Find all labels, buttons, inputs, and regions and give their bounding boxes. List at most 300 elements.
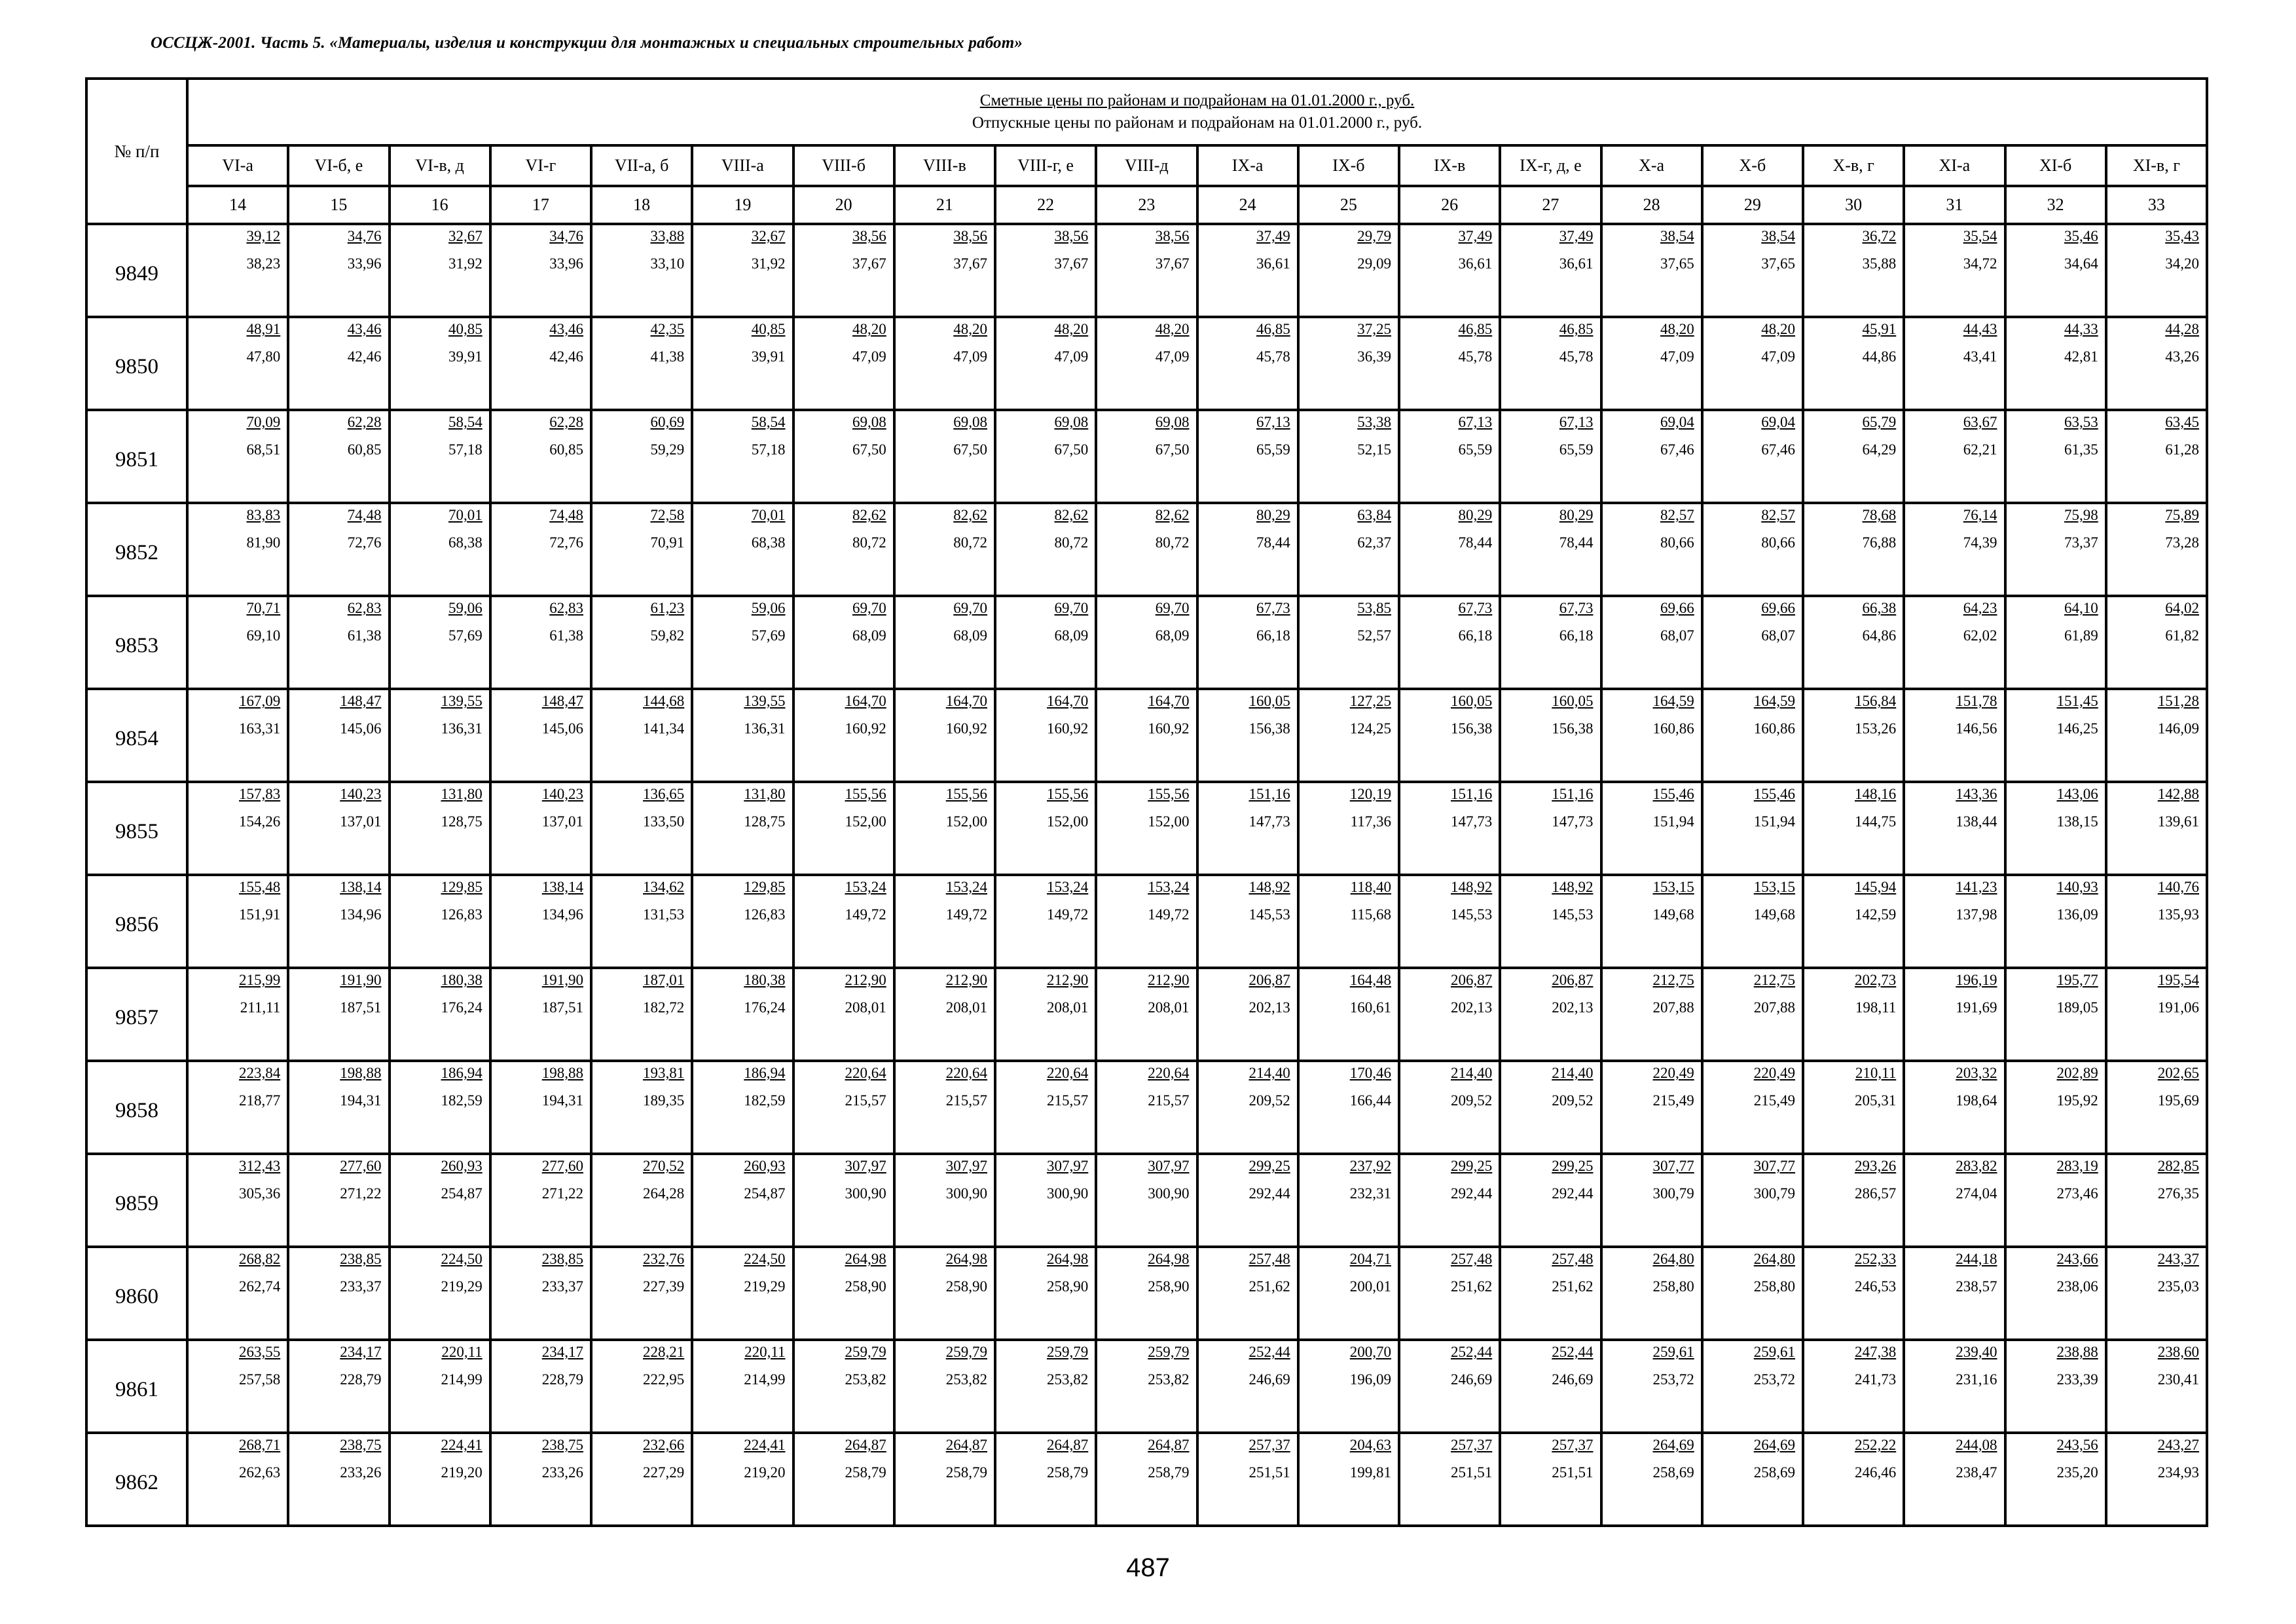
- release-price: 34,20: [2165, 255, 2199, 272]
- price-cell: [288, 224, 389, 317]
- estimated-price: 129,85: [441, 879, 483, 895]
- price-cell: [390, 1433, 490, 1526]
- release-price: 257,58: [239, 1371, 281, 1388]
- price-cell: [2005, 596, 2106, 689]
- release-price: 231,16: [1956, 1371, 1997, 1388]
- price-cell: [591, 317, 692, 410]
- price-cell: [793, 1340, 894, 1433]
- price-cell: [692, 1340, 793, 1433]
- release-price: 187,51: [340, 999, 382, 1016]
- release-price: 34,64: [2064, 255, 2098, 272]
- price-cell: [591, 1061, 692, 1154]
- estimated-price: 67,13: [1559, 414, 1594, 430]
- estimated-price: 43,46: [347, 321, 382, 337]
- estimated-price: 131,80: [744, 786, 786, 802]
- district-header: IX-г, д, е: [1500, 145, 1601, 186]
- price-cell: [2005, 1154, 2106, 1247]
- release-price: 160,92: [1148, 720, 1190, 737]
- estimated-price: 148,16: [1855, 786, 1897, 802]
- price-cell: [1702, 968, 1803, 1061]
- release-price: 232,31: [1349, 1185, 1391, 1202]
- release-price: 67,50: [852, 441, 886, 458]
- price-table: [85, 77, 2208, 1527]
- release-price: 59,82: [650, 627, 685, 644]
- estimated-price: 259,79: [945, 1344, 987, 1360]
- estimated-price: 148,92: [1552, 879, 1594, 895]
- price-cell: [1803, 1433, 1904, 1526]
- release-price: 31,92: [751, 255, 786, 272]
- price-cell: [995, 1433, 1096, 1526]
- estimated-price: 153,24: [945, 879, 987, 895]
- price-cell: [2106, 1433, 2207, 1526]
- release-price: 62,37: [1357, 534, 1391, 551]
- release-price: 219,20: [441, 1464, 483, 1481]
- estimated-price: 69,70: [953, 600, 987, 616]
- release-price: 209,52: [1248, 1092, 1290, 1109]
- running-head: ОССЦЖ-2001. Часть 5. «Материалы, изделия и конструкции для монтажных и специальных строительных работ»: [151, 34, 1023, 52]
- release-price: 39,91: [751, 348, 786, 365]
- release-price: 137,01: [541, 813, 583, 830]
- release-price: 222,95: [643, 1371, 685, 1388]
- release-price: 74,39: [1963, 534, 1997, 551]
- release-price: 68,38: [751, 534, 786, 551]
- price-cell: [1399, 1247, 1500, 1340]
- price-cell: [1803, 596, 1904, 689]
- release-price: 254,87: [744, 1185, 786, 1202]
- release-price: 61,89: [2064, 627, 2098, 644]
- release-price: 209,52: [1451, 1092, 1493, 1109]
- estimated-price: 164,70: [1047, 693, 1089, 709]
- estimated-price: 299,25: [1552, 1158, 1594, 1174]
- estimated-price: 212,90: [1047, 972, 1089, 988]
- release-price: 258,69: [1753, 1464, 1795, 1481]
- district-header: XI-б: [2005, 145, 2106, 186]
- item-number: 9851: [86, 410, 187, 503]
- price-cell: [1601, 410, 1702, 503]
- column-number: 25: [1298, 186, 1399, 224]
- caption-release-prices: Отпускные цены по районам и подрайонам на 01.01.2000 г., руб.: [972, 114, 1423, 132]
- price-cell: [1399, 410, 1500, 503]
- price-cell: [591, 410, 692, 503]
- table-caption: [187, 79, 2207, 145]
- estimated-price: 62,83: [549, 600, 583, 616]
- price-cell: [1702, 875, 1803, 968]
- estimated-price: 38,56: [1155, 228, 1190, 244]
- price-cell: [692, 968, 793, 1061]
- estimated-price: 63,84: [1357, 507, 1391, 523]
- estimated-price: 37,25: [1357, 321, 1391, 337]
- price-cell: [1096, 1433, 1197, 1526]
- price-cell: [591, 224, 692, 317]
- release-price: 117,36: [1350, 813, 1391, 830]
- price-cell: [1601, 596, 1702, 689]
- item-number: 9850: [86, 317, 187, 410]
- column-number: 20: [793, 186, 894, 224]
- estimated-price: 151,16: [1248, 786, 1290, 802]
- release-price: 57,18: [448, 441, 483, 458]
- release-price: 42,46: [347, 348, 382, 365]
- price-cell: [1803, 1154, 1904, 1247]
- release-price: 68,09: [1155, 627, 1190, 644]
- estimated-price: 151,16: [1552, 786, 1594, 802]
- estimated-price: 38,56: [852, 228, 886, 244]
- release-price: 36,61: [1458, 255, 1493, 272]
- estimated-price: 69,04: [1660, 414, 1694, 430]
- estimated-price: 80,29: [1458, 507, 1493, 523]
- release-price: 189,35: [643, 1092, 685, 1109]
- price-cell: [1601, 968, 1702, 1061]
- release-price: 215,49: [1753, 1092, 1795, 1109]
- price-cell: [1500, 410, 1601, 503]
- release-price: 274,04: [1956, 1185, 1997, 1202]
- release-price: 227,39: [643, 1278, 685, 1295]
- estimated-price: 232,76: [643, 1251, 685, 1267]
- price-cell: [1601, 224, 1702, 317]
- price-cell: [288, 875, 389, 968]
- estimated-price: 238,85: [340, 1251, 382, 1267]
- price-cell: [793, 596, 894, 689]
- price-cell: [2005, 224, 2106, 317]
- price-cell: [1096, 1340, 1197, 1433]
- district-header: X-в, г: [1803, 145, 1904, 186]
- price-cell: [1298, 1061, 1399, 1154]
- price-cell: [692, 689, 793, 782]
- release-price: 136,09: [2056, 906, 2098, 923]
- estimated-price: 220,64: [945, 1065, 987, 1081]
- price-cell: [1298, 224, 1399, 317]
- estimated-price: 204,71: [1349, 1251, 1391, 1267]
- release-price: 65,59: [1559, 441, 1594, 458]
- release-price: 235,03: [2157, 1278, 2199, 1295]
- release-price: 292,44: [1552, 1185, 1594, 1202]
- price-cell: [2005, 782, 2106, 875]
- release-price: 145,53: [1248, 906, 1290, 923]
- estimated-price: 212,90: [1148, 972, 1190, 988]
- release-price: 147,73: [1552, 813, 1594, 830]
- release-price: 227,29: [643, 1464, 685, 1481]
- release-price: 246,53: [1855, 1278, 1897, 1295]
- estimated-price: 37,49: [1458, 228, 1493, 244]
- price-cell: [1197, 875, 1298, 968]
- column-number: 22: [995, 186, 1096, 224]
- estimated-price: 148,47: [340, 693, 382, 709]
- estimated-price: 214,40: [1248, 1065, 1290, 1081]
- estimated-price: 82,57: [1761, 507, 1795, 523]
- price-cell: [2005, 1247, 2106, 1340]
- estimated-price: 66,38: [1862, 600, 1897, 616]
- estimated-price: 202,73: [1855, 972, 1897, 988]
- release-price: 146,56: [1956, 720, 1997, 737]
- estimated-price: 238,88: [2056, 1344, 2098, 1360]
- estimated-price: 206,87: [1248, 972, 1290, 988]
- table-row: [86, 317, 2207, 410]
- estimated-price: 164,70: [1148, 693, 1190, 709]
- estimated-price: 48,20: [953, 321, 987, 337]
- estimated-price: 260,93: [744, 1158, 786, 1174]
- district-header-row: [86, 145, 2207, 186]
- estimated-price: 193,81: [643, 1065, 685, 1081]
- price-cell: [1601, 689, 1702, 782]
- column-number-row: [86, 186, 2207, 224]
- release-price: 45,78: [1458, 348, 1493, 365]
- release-price: 68,09: [953, 627, 987, 644]
- estimated-price: 232,66: [643, 1437, 685, 1453]
- release-price: 78,44: [1458, 534, 1493, 551]
- price-cell: [2106, 875, 2207, 968]
- price-cell: [1197, 1061, 1298, 1154]
- estimated-price: 38,54: [1761, 228, 1795, 244]
- price-cell: [490, 410, 591, 503]
- release-price: 149,68: [1753, 906, 1795, 923]
- estimated-price: 220,64: [1047, 1065, 1089, 1081]
- release-price: 146,25: [2056, 720, 2098, 737]
- release-price: 47,09: [1761, 348, 1795, 365]
- price-cell: [2106, 1061, 2207, 1154]
- release-price: 65,59: [1256, 441, 1290, 458]
- estimated-price: 138,14: [541, 879, 583, 895]
- release-price: 251,62: [1248, 1278, 1290, 1295]
- release-price: 66,18: [1458, 627, 1493, 644]
- release-price: 60,85: [347, 441, 382, 458]
- table-row: [86, 689, 2207, 782]
- price-cell: [591, 1433, 692, 1526]
- estimated-price: 206,87: [1451, 972, 1493, 988]
- price-cell: [995, 689, 1096, 782]
- estimated-price: 167,09: [239, 693, 281, 709]
- release-price: 246,69: [1451, 1371, 1493, 1388]
- price-cell: [1500, 317, 1601, 410]
- release-price: 80,72: [1155, 534, 1190, 551]
- release-price: 76,88: [1862, 534, 1897, 551]
- price-cell: [692, 410, 793, 503]
- estimated-price: 120,19: [1349, 786, 1391, 802]
- release-price: 251,51: [1248, 1464, 1290, 1481]
- release-price: 208,01: [1148, 999, 1190, 1016]
- estimated-price: 139,55: [744, 693, 786, 709]
- price-cell: [2106, 317, 2207, 410]
- release-price: 142,59: [1855, 906, 1897, 923]
- estimated-price: 35,46: [2064, 228, 2098, 244]
- price-cell: [2106, 968, 2207, 1061]
- release-price: 305,36: [239, 1185, 281, 1202]
- estimated-price: 80,29: [1559, 507, 1594, 523]
- release-price: 36,61: [1559, 255, 1594, 272]
- price-cell: [995, 596, 1096, 689]
- price-cell: [1197, 317, 1298, 410]
- price-cell: [2106, 1247, 2207, 1340]
- estimated-price: 69,66: [1761, 600, 1795, 616]
- price-cell: [894, 596, 995, 689]
- release-price: 233,37: [340, 1278, 382, 1295]
- release-price: 246,46: [1855, 1464, 1897, 1481]
- release-price: 233,39: [2056, 1371, 2098, 1388]
- price-cell: [1904, 224, 2005, 317]
- estimated-price: 63,53: [2064, 414, 2098, 430]
- release-price: 72,76: [549, 534, 583, 551]
- release-price: 135,93: [2157, 906, 2199, 923]
- price-cell: [591, 503, 692, 596]
- release-price: 207,88: [1753, 999, 1795, 1016]
- price-cell: [187, 875, 288, 968]
- estimated-price: 82,62: [953, 507, 987, 523]
- price-cell: [288, 410, 389, 503]
- district-header: IX-в: [1399, 145, 1500, 186]
- column-number: 23: [1096, 186, 1197, 224]
- price-cell: [1298, 503, 1399, 596]
- release-price: 133,50: [643, 813, 685, 830]
- price-cell: [1904, 596, 2005, 689]
- price-cell: [1500, 596, 1601, 689]
- price-cell: [2106, 596, 2207, 689]
- release-price: 37,67: [852, 255, 886, 272]
- estimated-price: 143,06: [2056, 786, 2098, 802]
- price-cell: [793, 782, 894, 875]
- release-price: 233,37: [541, 1278, 583, 1295]
- estimated-price: 140,23: [541, 786, 583, 802]
- price-cell: [1702, 1340, 1803, 1433]
- price-cell: [2005, 1061, 2106, 1154]
- release-price: 258,90: [945, 1278, 987, 1295]
- release-price: 208,01: [1047, 999, 1089, 1016]
- release-price: 68,07: [1761, 627, 1795, 644]
- price-cell: [187, 596, 288, 689]
- release-price: 251,62: [1451, 1278, 1493, 1295]
- release-price: 43,41: [1963, 348, 1997, 365]
- price-cell: [692, 782, 793, 875]
- price-cell: [1197, 1154, 1298, 1247]
- column-number: 24: [1197, 186, 1298, 224]
- estimated-price: 239,40: [1956, 1344, 1997, 1360]
- release-price: 233,26: [340, 1464, 382, 1481]
- price-cell: [1601, 1247, 1702, 1340]
- price-cell: [390, 410, 490, 503]
- release-price: 156,38: [1248, 720, 1290, 737]
- price-cell: [894, 1061, 995, 1154]
- release-price: 151,94: [1753, 813, 1795, 830]
- release-price: 78,44: [1559, 534, 1594, 551]
- release-price: 67,50: [953, 441, 987, 458]
- price-cell: [1197, 596, 1298, 689]
- estimated-price: 259,79: [1047, 1344, 1089, 1360]
- price-cell: [288, 1061, 389, 1154]
- release-price: 189,05: [2056, 999, 2098, 1016]
- price-cell: [1904, 875, 2005, 968]
- release-price: 41,38: [650, 348, 685, 365]
- item-number: 9855: [86, 782, 187, 875]
- estimated-price: 58,54: [751, 414, 786, 430]
- price-cell: [793, 689, 894, 782]
- release-price: 73,37: [2064, 534, 2098, 551]
- release-price: 202,13: [1248, 999, 1290, 1016]
- estimated-price: 35,43: [2165, 228, 2199, 244]
- estimated-price: 214,40: [1451, 1065, 1493, 1081]
- estimated-price: 212,90: [945, 972, 987, 988]
- price-cell: [894, 1340, 995, 1433]
- estimated-price: 264,80: [1753, 1251, 1795, 1267]
- release-price: 271,22: [541, 1185, 583, 1202]
- price-cell: [995, 224, 1096, 317]
- price-cell: [490, 968, 591, 1061]
- estimated-price: 40,85: [751, 321, 786, 337]
- release-price: 218,77: [239, 1092, 281, 1109]
- estimated-price: 75,98: [2064, 507, 2098, 523]
- estimated-price: 155,56: [1047, 786, 1089, 802]
- price-cell: [1298, 1340, 1399, 1433]
- release-price: 66,18: [1256, 627, 1290, 644]
- price-cell: [288, 317, 389, 410]
- release-price: 80,72: [953, 534, 987, 551]
- release-price: 61,28: [2165, 441, 2199, 458]
- release-price: 78,44: [1256, 534, 1290, 551]
- price-cell: [1904, 1247, 2005, 1340]
- release-price: 238,06: [2056, 1278, 2098, 1295]
- estimated-price: 210,11: [1855, 1065, 1897, 1081]
- release-price: 67,46: [1660, 441, 1694, 458]
- release-price: 292,44: [1248, 1185, 1290, 1202]
- release-price: 68,38: [448, 534, 483, 551]
- release-price: 209,52: [1552, 1092, 1594, 1109]
- district-header: VIII-в: [894, 145, 995, 186]
- estimated-price: 67,73: [1256, 600, 1290, 616]
- price-cell: [1096, 503, 1197, 596]
- release-price: 65,59: [1458, 441, 1493, 458]
- estimated-price: 63,45: [2165, 414, 2199, 430]
- estimated-price: 264,80: [1652, 1251, 1694, 1267]
- release-price: 145,53: [1451, 906, 1493, 923]
- estimated-price: 38,54: [1660, 228, 1694, 244]
- estimated-price: 62,28: [549, 414, 583, 430]
- estimated-price: 228,21: [643, 1344, 685, 1360]
- release-price: 176,24: [441, 999, 483, 1016]
- estimated-price: 247,38: [1855, 1344, 1897, 1360]
- estimated-price: 69,08: [1155, 414, 1190, 430]
- price-cell: [1702, 1247, 1803, 1340]
- price-cell: [1197, 968, 1298, 1061]
- estimated-price: 67,73: [1559, 600, 1594, 616]
- price-cell: [187, 224, 288, 317]
- estimated-price: 155,48: [239, 879, 281, 895]
- item-number: 9858: [86, 1061, 187, 1154]
- estimated-price: 220,64: [845, 1065, 886, 1081]
- release-price: 137,01: [340, 813, 382, 830]
- price-cell: [390, 782, 490, 875]
- price-cell: [591, 1154, 692, 1247]
- estimated-price: 134,62: [643, 879, 685, 895]
- release-price: 182,59: [744, 1092, 786, 1109]
- release-price: 166,44: [1349, 1092, 1391, 1109]
- release-price: 182,59: [441, 1092, 483, 1109]
- price-cell: [1197, 503, 1298, 596]
- price-cell: [894, 689, 995, 782]
- table-row: [86, 224, 2207, 317]
- release-price: 37,67: [1054, 255, 1089, 272]
- release-price: 233,26: [541, 1464, 583, 1481]
- price-cell: [1803, 224, 1904, 317]
- price-cell: [187, 1154, 288, 1247]
- estimated-price: 155,46: [1652, 786, 1694, 802]
- price-cell: [1298, 1433, 1399, 1526]
- price-cell: [591, 875, 692, 968]
- release-price: 29,09: [1357, 255, 1391, 272]
- release-price: 182,72: [643, 999, 685, 1016]
- price-cell: [1702, 1433, 1803, 1526]
- release-price: 160,92: [945, 720, 987, 737]
- release-price: 187,51: [541, 999, 583, 1016]
- price-cell: [1702, 317, 1803, 410]
- release-price: 198,11: [1855, 999, 1897, 1016]
- release-price: 253,82: [1047, 1371, 1089, 1388]
- price-cell: [894, 968, 995, 1061]
